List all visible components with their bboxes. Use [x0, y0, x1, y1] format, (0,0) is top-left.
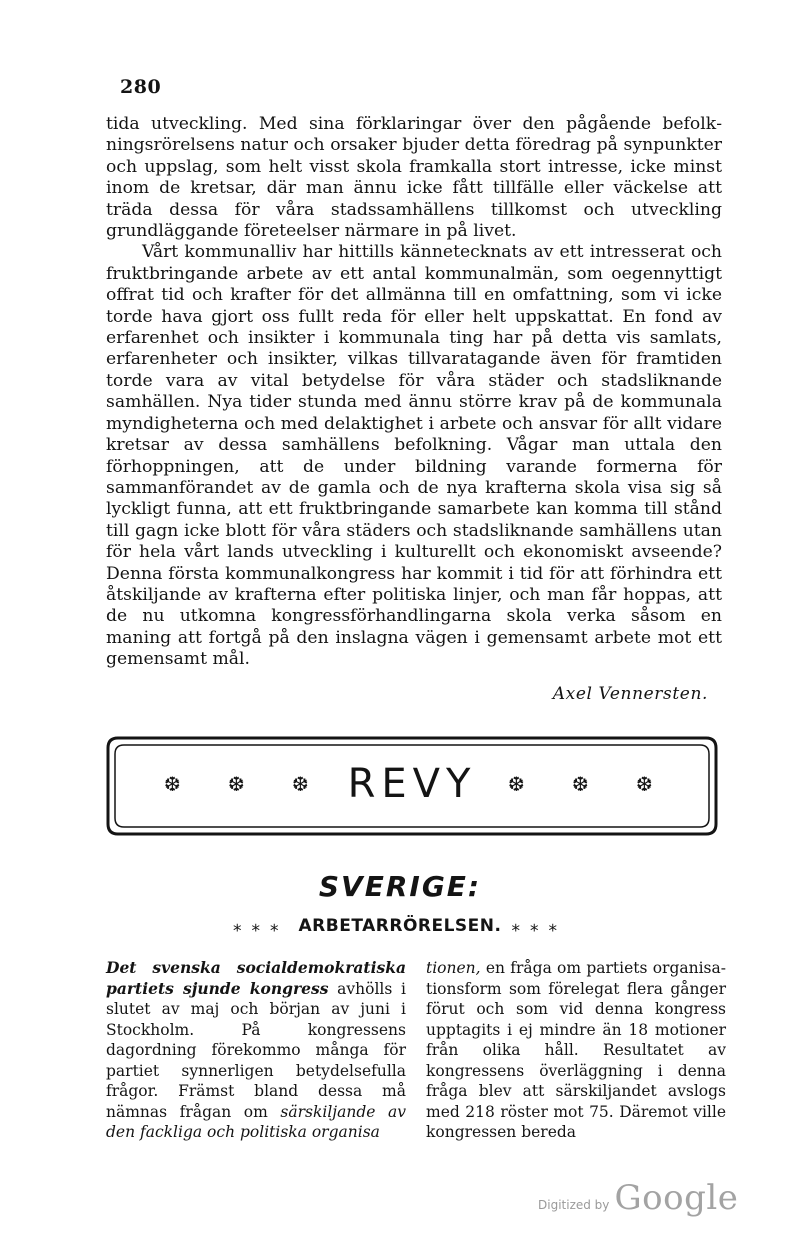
snowflake-ornament-icon: ❆	[508, 772, 525, 796]
revy-title: REVY	[347, 761, 477, 807]
snowflake-ornament-icon: ❆	[572, 772, 589, 796]
article-paragraph: Vårt kommunalliv har hittills kännetecknats av ett intresserat och fruktbringande arbete av ett antal kommunalmän, som oegennyttigt offrat tid och krafter för det allmänna till en omfattning, som vi icke torde hava gjort oss fullt reda för eller helt uppskattat. En fond av erfarenhet och insikter i kommunala ting har på detta vis samlats, erfarenheter och insikter, vilkas tillvaratagande även för framtiden torde vara av vital betydelse för våra städer och stadsliknande samhällen. Nya tider stunda med ännu större krav på de kommunala myndigheterna och med delaktighet i arbete och ansvar för allt vidare kretsar av dessa samhällens befolkning. Vågar man uttala den förhoppningen, att de under bildning varande formerna för sammanförandet av de gamla och de nya krafterna skola visa sig så lyckligt funna, att ett fruktbringande samarbete kan komma till stånd till gagn icke blott för våra städers och stadsliknande samhällens utan för hela vårt lands utveckling i kulturellt och ekonomiskt avseende? Denna första kommunalkongress har kommit i tid för att förhindra ett åtskiljande av krafterna efter politiska linjer, och man får hoppas, att de nu utkomna kongressförhandlingarna skola verka såsom en maning att fortgå på den inslagna vägen i gemensamt arbete mot ett gemensamt mål.	[106, 242, 722, 670]
section-heading	[0, 916, 800, 936]
digitization-watermark	[538, 1178, 738, 1218]
right-column	[426, 958, 726, 1143]
asterism-icon: ⁎⁎⁎	[233, 916, 289, 936]
left-column	[106, 958, 406, 1143]
column-lead: Det svenska socialdemokratiska partiets sjunde kongress	[106, 958, 406, 998]
snowflake-ornament-icon: ❆	[636, 772, 653, 796]
google-logo: Google	[614, 1178, 739, 1218]
section-title: ARBETARRÖRELSEN.	[298, 916, 502, 936]
snowflake-ornament-icon: ❆	[228, 772, 245, 796]
page-number: 280	[120, 76, 162, 98]
country-heading: SVERIGE:	[318, 870, 482, 903]
author-signature: Axel Vennersten.	[552, 684, 708, 704]
watermark-prefix: Digitized by	[538, 1198, 610, 1212]
column-text: en fråga om partiets organisationsform som förelegat flera gånger förut och som vid denna kongress upptagits i ej mindre än 18 motioner från olika håll. Resultatet av kongressens överläggning i denna fråga blev att särskiljandet avslogs med 218 röster mot 75. Däremot ville kongressen bereda	[426, 959, 726, 1141]
snowflake-ornament-icon: ❆	[164, 772, 181, 796]
revy-banner	[104, 734, 720, 838]
snowflake-ornament-icon: ❆	[292, 772, 309, 796]
article-body	[106, 114, 722, 671]
column-italic: tionen,	[426, 959, 481, 977]
column-italic: särskiljande av den fackliga och politiska organisa	[106, 1102, 406, 1141]
asterism-icon: ⁎⁎⁎	[511, 916, 567, 936]
column-text: avhölls i slutet av maj och början av juni i Stockholm. På kongressens dagordning förekommo många för partiet synnerligen betydelsefulla frågor. Främst bland dessa må nämnas frågan om	[106, 979, 406, 1121]
article-paragraph: tida utveckling. Med sina förklaringar över den pågående befolkningsrörelsens natur och orsaker bjuder detta föredrag på synpunkter och uppslag, som helt visst skola framkalla stort intresse, icke minst inom de kretsar, där man ännu icke fått tillfälle eller väckelse att träda dessa för våra stadssamhällens tillkomst och utveckling grundläggande företeelser närmare in på livet.	[106, 114, 722, 242]
